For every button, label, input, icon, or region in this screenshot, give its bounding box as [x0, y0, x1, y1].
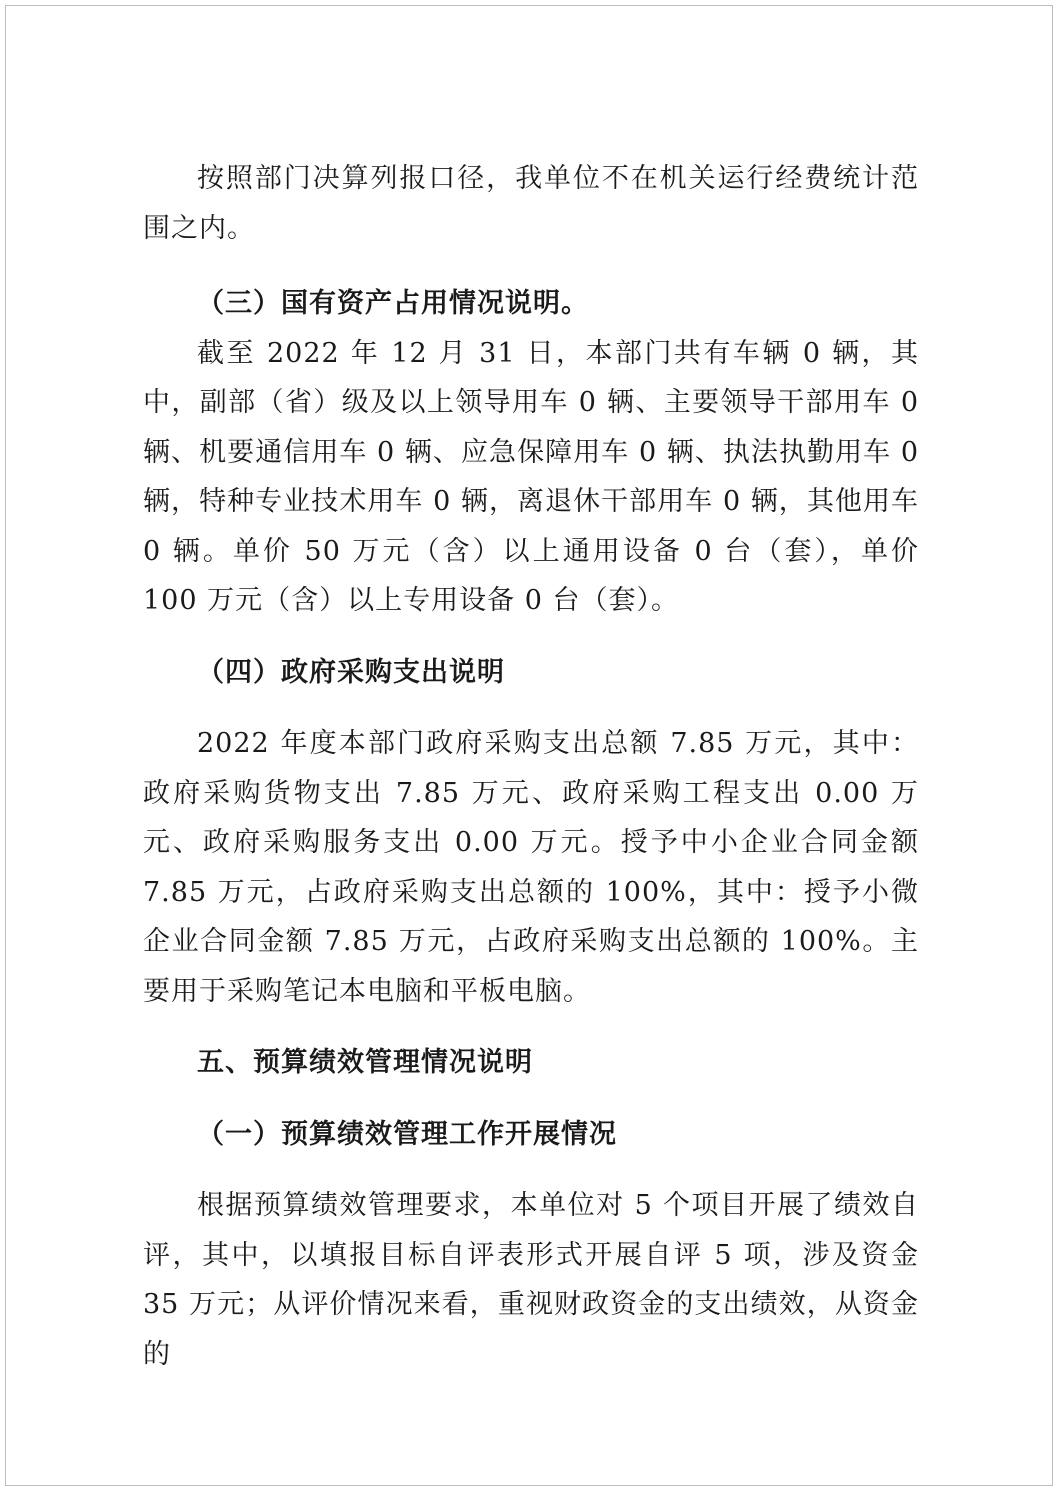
heading-performance-work: （一）预算绩效管理工作开展情况 [197, 1118, 617, 1150]
paragraph-government-procurement: 2022 年度本部门政府采购支出总额 7.85 万元，其中：政府采购货物支出 7.85 万元、政府采购工程支出 0.00 万元、政府采购服务支出 0.00 万元。授予中小企业合同金额 7.85 万元，占政府采购支出总额的 100%，其中：授予小微企业合同金额 7.85 万元，占政府采购支出总额的 100%。主要用于采购笔记本电脑和平板电脑。 [143, 728, 919, 1007]
paragraph-operating-expenses: 按照部门决算列报口径，我单位不在机关运行经费统计范围之内。 [143, 163, 919, 244]
paragraph-state-assets: 截至 2022 年 12 月 31 日，本部门共有车辆 0 辆，其中，副部（省）级及以上领导用车 0 辆、主要领导干部用车 0 辆、机要通信用车 0 辆、应急保障用车 0 辆、执法执勤用车 0 辆，特种专业技术用车 0 辆，离退休干部用车 0 辆，其他用车 0 辆。单价 50 万元（含）以上通用设备 0 台（套），单价 100 万元（含）以上专用设备 0 台（套）。 [143, 337, 919, 616]
heading-section-five: 五、预算绩效管理情况说明 [197, 1047, 533, 1078]
paragraph-performance-work: 根据预算绩效管理要求，本单位对 5 个项目开展了绩效自评，其中，以填报目标自评表形式开展自评 5 项，涉及资金 35 万元；从评价情况来看，重视财政资金的支出绩效，从资金的 [143, 1190, 919, 1370]
heading-state-assets: （三）国有资产占用情况说明。 [197, 288, 589, 319]
document-body [143, 154, 919, 1379]
heading-government-procurement: （四）政府采购支出说明 [197, 656, 505, 688]
